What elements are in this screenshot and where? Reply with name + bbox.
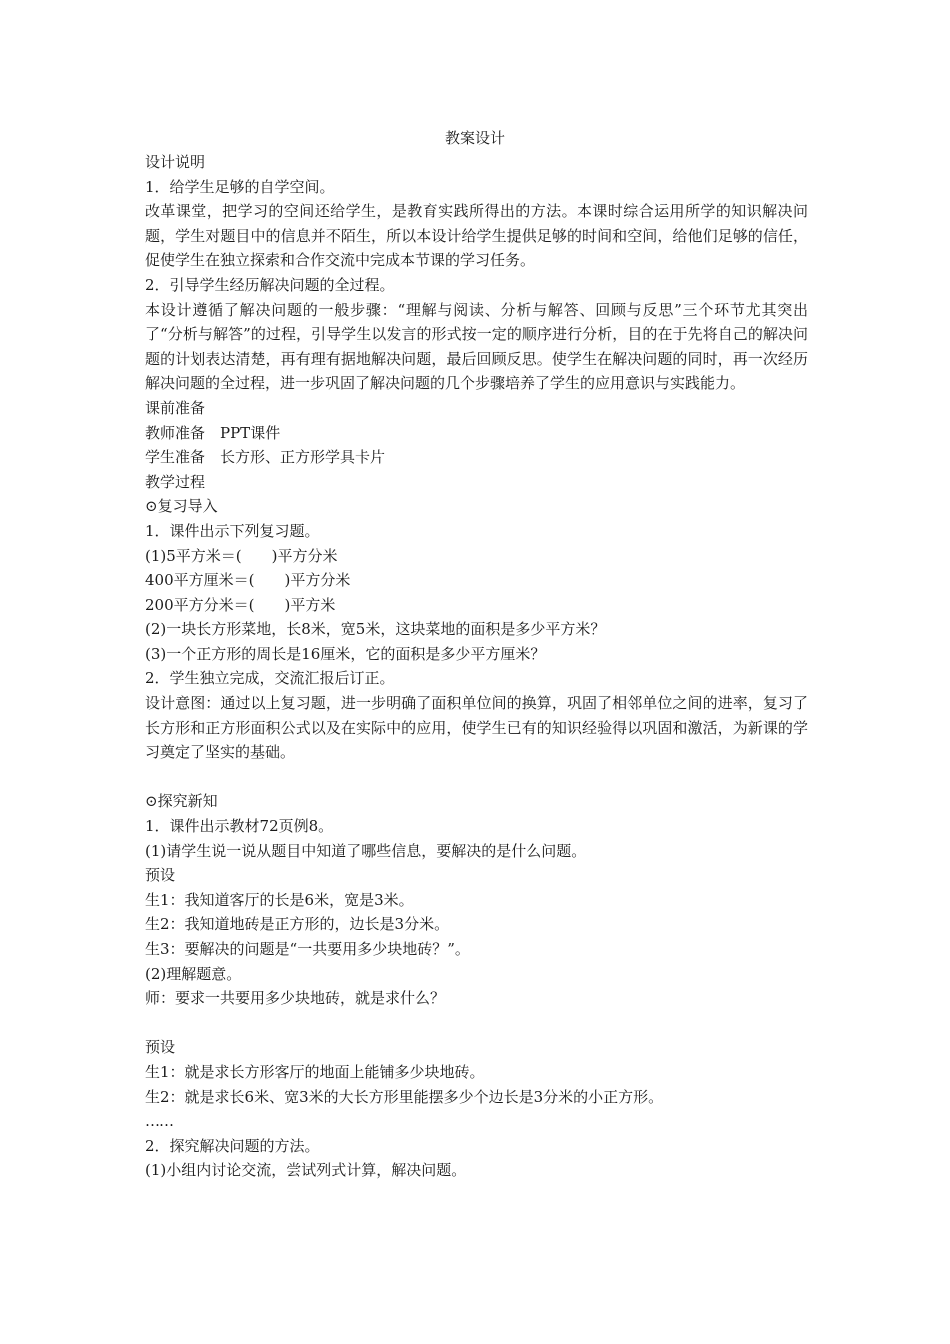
exercise-line: 200平方分米＝( )平方米	[145, 595, 336, 614]
document-body	[145, 150, 808, 1183]
paragraph: 生2：就是求长6米、宽3米的大长方形里能摆多少个边长是3分米的小正方形。	[145, 1087, 664, 1106]
heading-design-notes: 设计说明	[145, 153, 206, 171]
heading-preparation: 课前准备	[145, 398, 206, 417]
paragraph: 设计意图：通过以上复习题，进一步明确了面积单位间的换算，巩固了相邻单位之间的进率，复习了长方形和正方形面积公式以及在实际中的应用，使学生已有的知识经验得以巩固和激活，为新课的学习奠定了坚实的基础。	[145, 694, 808, 762]
ellipsis-line: ……	[145, 1112, 173, 1131]
paragraph: 预设	[145, 866, 176, 885]
paragraph: 1．课件出示下列复习题。	[145, 521, 320, 540]
paragraph: 2．探究解决问题的方法。	[145, 1136, 320, 1155]
section-explore: ⊙探究新知	[145, 792, 218, 811]
paragraph: 预设	[145, 1038, 176, 1057]
paragraph: 生2：我知道地砖是正方形的，边长是3分米。	[145, 915, 450, 934]
paragraph: 改革课堂，把学习的空间还给学生，是教育实践所得出的方法。本课时综合运用所学的知识解决问题，学生对题目中的信息并不陌生，所以本设计给学生提供足够的时间和空间，给他们足够的信任，促使学生在独立探索和合作交流中完成本节课的学习任务。	[145, 202, 808, 270]
document-title: 教案设计	[444, 129, 505, 147]
exercise-line: (2)一块长方形菜地，长8米，宽5米，这块菜地的面积是多少平方米？	[145, 620, 606, 639]
section-review: ⊙复习导入	[145, 497, 218, 516]
paragraph: 生1：就是求长方形客厅的地面上能铺多少块地砖。	[145, 1062, 485, 1081]
paragraph: 师：要求一共要用多少块地砖，就是求什么？	[145, 989, 446, 1008]
exercise-line: 400平方厘米＝( )平方分米	[145, 571, 351, 590]
paragraph: 生3：要解决的问题是“一共要用多少块地砖？”。	[145, 940, 470, 958]
paragraph: 1．给学生足够的自学空间。	[145, 177, 335, 196]
paragraph: (1)小组内讨论交流，尝试列式计算，解决问题。	[145, 1161, 467, 1180]
blank-line	[145, 765, 808, 790]
paragraph: 2．引导学生经历解决问题的全过程。	[145, 275, 395, 294]
heading-teaching-process: 教学过程	[145, 472, 206, 491]
paragraph: 2．学生独立完成，交流汇报后订正。	[145, 669, 395, 688]
paragraph: (2)理解题意。	[145, 964, 242, 983]
paragraph: (1)请学生说一说从题目中知道了哪些信息，要解决的是什么问题。	[145, 841, 587, 860]
paragraph: 教师准备 PPT课件	[145, 423, 281, 442]
paragraph: 学生准备 长方形、正方形学具卡片	[145, 448, 386, 467]
blank-line	[145, 1011, 808, 1036]
exercise-line: (1)5平方米＝( )平方分米	[145, 546, 338, 565]
paragraph: 1．课件出示教材72页例8。	[145, 817, 334, 836]
exercise-line: (3)一个正方形的周长是16厘米，它的面积是多少平方厘米？	[145, 644, 546, 663]
paragraph: 生1：我知道客厅的长是6米，宽是3米。	[145, 890, 414, 909]
paragraph: 本设计遵循了解决问题的一般步骤：“理解与阅读、分析与解答、回顾与反思”三个环节尤其突出了“分析与解答”的过程，引导学生以发言的形式按一定的顺序进行分析，目的在于先将自己的解决问题的计划表达清楚，再有理有据地解决问题，最后回顾反思。使学生在解决问题的同时，再一次经历解决问题的全过程，进一步巩固了解决问题的几个步骤培养了学生的应用意识与实践能力。	[145, 300, 808, 393]
